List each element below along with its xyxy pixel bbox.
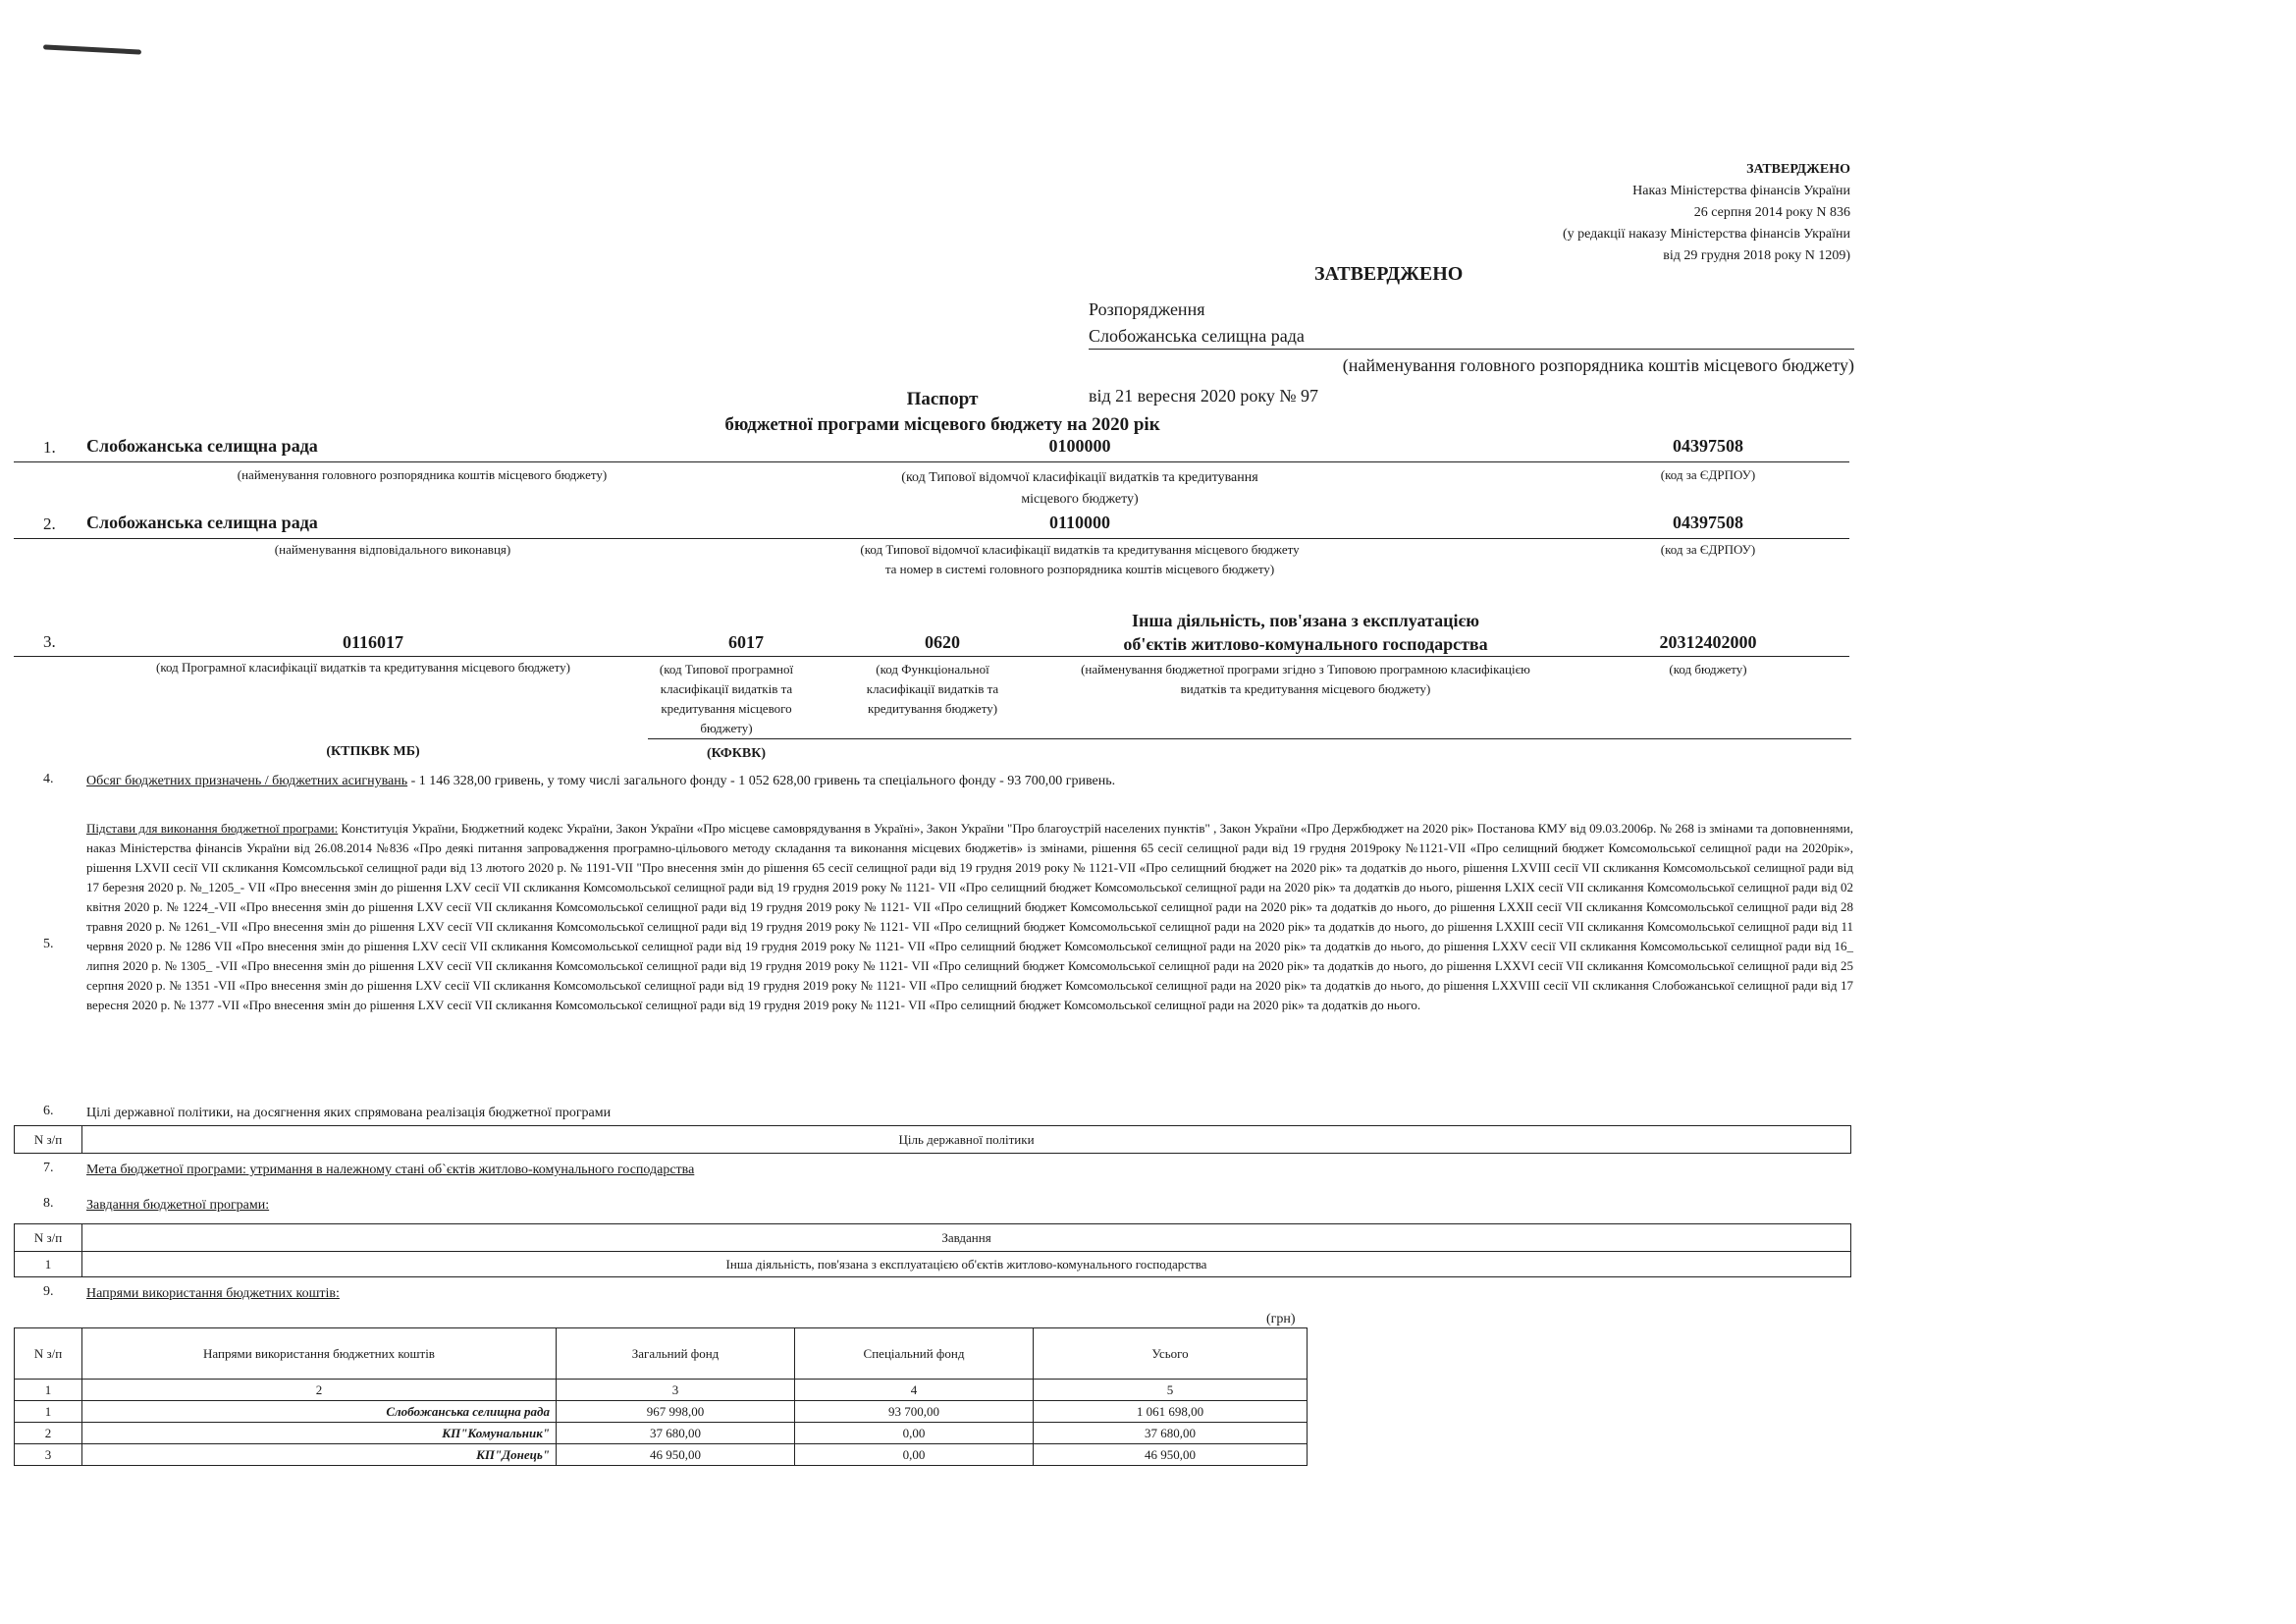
row4-number: 4. — [43, 772, 54, 786]
approval-order-date: від 21 вересня 2020 року № 97 — [1089, 386, 1319, 406]
approval-order-doc-type: Розпорядження — [1089, 299, 1205, 319]
row3-right-underline — [850, 738, 1851, 739]
approval-order — [1089, 263, 1854, 406]
row1-name-caption: (найменування головного розпорядника коштів місцевого бюджету) — [237, 467, 608, 482]
spending-row-num: 3 — [15, 1444, 82, 1466]
approval-order-org: Слобожанська селищна рада — [1089, 326, 1854, 350]
row8-number: 8. — [43, 1196, 54, 1211]
approval-top-line1: Наказ Міністерства фінансів України — [1632, 184, 1850, 198]
approval-order-org-caption: (найменування головного розпорядника коштів місцевого бюджету) — [1342, 355, 1854, 375]
row5-text — [86, 819, 1853, 1015]
goals-col-goal: Ціль державної політики — [82, 1126, 1851, 1154]
spending-row-general: 46 950,00 — [557, 1444, 795, 1466]
tasks-col-num: N з/п — [15, 1224, 82, 1252]
row3-ktpkvk-abbr: (КТПКВК МБ) — [326, 744, 420, 759]
spending-table — [14, 1327, 1308, 1466]
row3-tpkvk-abbr: (КФКВК) — [706, 746, 767, 761]
approval-order-title: ЗАТВЕРДЖЕНО — [1314, 263, 1464, 285]
row1-edrpou-caption: (код за ЄДРПОУ) — [1660, 467, 1756, 482]
row4-text — [86, 772, 1853, 791]
row3-tpkvk-caption: (код Типової програмної класифікації видатків та кредитування місцевого бюджету) — [659, 662, 794, 735]
approval-top-line3: (у редакції наказу Міністерства фінансів України — [1562, 227, 1850, 242]
row5-label: Підстави для виконання бюджетної програми: — [86, 821, 339, 836]
tasks-col-task: Завдання — [82, 1224, 1851, 1252]
spending-h-num: N з/п — [15, 1328, 82, 1380]
spending-cn-3: 3 — [557, 1380, 795, 1401]
spending-row-name: Слобожанська селищна рада — [82, 1401, 557, 1423]
row3-budget-caption: (код бюджету) — [1669, 662, 1747, 677]
spending-row-total: 37 680,00 — [1034, 1423, 1308, 1444]
table-row — [15, 1444, 1308, 1466]
row1-code-caption: (код Типової відомчої класифікації видатків та кредитування місцевого бюджету) — [901, 470, 1258, 507]
row2-name: Слобожанська селищна рада — [86, 513, 318, 532]
row6-text: Цілі державної політики, на досягнення яких спрямована реалізація бюджетної програми — [86, 1106, 612, 1120]
spending-colnum-row — [15, 1380, 1308, 1401]
row3-program-caption: (найменування бюджетної програми згідно з Типовою програмною класифікацією видатків та кредитування місцевого бюджету) — [1081, 662, 1530, 696]
row8-label: Завдання бюджетної програми: — [86, 1198, 270, 1213]
spending-row-special: 0,00 — [795, 1444, 1034, 1466]
row2-number: 2. — [43, 514, 56, 533]
spending-row-total: 1 061 698,00 — [1034, 1401, 1308, 1423]
row3-tpkvk-underline — [648, 738, 874, 739]
row7-label: Мета бюджетної програми: — [86, 1163, 246, 1177]
row1-underline — [14, 461, 1849, 462]
spending-row-general: 967 998,00 — [557, 1401, 795, 1423]
row1-name: Слобожанська селищна рада — [86, 436, 318, 456]
approval-top-line2: 26 серпня 2014 року N 836 — [1693, 205, 1850, 220]
spending-row-special: 0,00 — [795, 1423, 1034, 1444]
spending-row-total: 46 950,00 — [1034, 1444, 1308, 1466]
spending-cn-5: 5 — [1034, 1380, 1308, 1401]
goals-col-num: N з/п — [15, 1126, 82, 1154]
tasks-row-task: Інша діяльність, пов'язана з експлуатацією об'єктів житлово-комунального господарства — [82, 1252, 1851, 1277]
spending-row-num: 1 — [15, 1401, 82, 1423]
approval-top-title: ЗАТВЕРДЖЕНО — [1746, 162, 1850, 177]
row1-code: 0100000 — [1048, 436, 1111, 456]
row2-name-caption: (найменування відповідального виконавця) — [274, 542, 511, 557]
tasks-row-num: 1 — [15, 1252, 82, 1277]
spending-h-special: Спеціальний фонд — [795, 1328, 1034, 1380]
spending-row-num: 2 — [15, 1423, 82, 1444]
row2-underline — [14, 538, 1849, 539]
spending-header-row — [15, 1328, 1308, 1380]
row2-edrpou: 04397508 — [1673, 513, 1743, 532]
row4-value: - 1 146 328,00 гривень, у тому числі загального фонду - 1 052 628,00 гривень та спеціального фонду - 93 700,00 гривень. — [407, 774, 1116, 788]
table-row — [15, 1423, 1308, 1444]
approval-top-line4: від 29 грудня 2018 року N 1209) — [1663, 248, 1850, 263]
row1-edrpou: 04397508 — [1673, 436, 1743, 456]
spending-cn-1: 1 — [15, 1380, 82, 1401]
spending-h-name: Напрями використання бюджетних коштів — [82, 1328, 557, 1380]
title-line1: Паспорт — [906, 389, 979, 409]
spending-cn-4: 4 — [795, 1380, 1034, 1401]
page-title — [707, 387, 1178, 438]
row7-number: 7. — [43, 1161, 54, 1175]
row2-code: 0110000 — [1048, 513, 1110, 532]
spending-row-name: КП"Донець" — [82, 1444, 557, 1466]
row5-value: Конституція України, Бюджетний кодекс України, Закон України «Про місцеве самоврядування в Україні», Закон України "Про благоустрій населених пунктів" , Закон України «Про Держбюджет на 2020 рік» Постанова КМУ від 09.03.2006р. № 268 із змінами та доповненнями, наказ Міністерства фінансів України від 26.08.2014 №836 «Про деякі питання запровадження програмно-цільового методу складання та виконання місцевих бюджетів» із змінами, рішення 65 сесії селищної ради від 19 грудня 2019року №1121-VII «Про селищний бюджет Комсомольської селищної ради на 2020рік», рішення LXVII сесії VII скликання Комсомльської селищної ради від 13 лютого 2020 р. № 1191-VII "Про внесення змін до рішення 65 сесії селищної ради від 19 грудня 2019 року № 1121-VII «Про селищний бюджет на 2020 рік» та додатків до нього, рішення LXVIII сесії VII скликання Комсомольської селищної ради від 17 березня 2020 р. №_1205_- VII «Про внесення змін до рішення LXV сесії VII скликання Комсомольської селищної ради від 19 грудня 2019 року № 1121- VII «Про селищний бюджет Комсомольської селищної ради на 2020 рік» та додатків до нього, рішення LXIX сесії VII скликання Комсомольської селищної ради від 02 квітня 2020 р. № 1224_-VII «Про внесення змін до рішення LXV сесії VII скликання Комсомольської селищної ради від 19 грудня 2019 року № 1121- VII «Про селищний бюджет Комсомольської селищної ради на 2020 рік» та додатків до нього, до рішення LXXII сесії VII скликання Комсомольської селищної ради від 28 травня 2020 р. № 1261_-VII «Про внесення змін до рішення LXV сесії VII скликання Комсомольської селищної ради від 19 грудня 2019 року № 1121- VII «Про селищний бюджет Комсомольської селищної ради на 2020 рік» та додатків до нього, до рішення LXXIII сесії VII скликання Комсомольської селищної ради від 11 червня 2020 р. № 1286 VII «Про внесення змін до рішення LXV сесії VII скликання Комсомольської селищної ради від 19 грудня 2019 року № 1121- VII «Про селищний бюджет Комсомольської селищної ради на 2020 рік» та додатків до нього, до рішення LXXV сесії VII скликання Комсомольської селищної ради від 16_ липня 2020 р. № 1305_ -VII «Про внесення змін до рішення LXV сесії VII скликання Комсомольської селищної ради від 19 грудня 2019 року № 1121- VII «Про селищний бюджет Комсомольської селищної ради на 2020 рік» та додатків до нього, до рішення LXXVI сесії VII скликання Комсомольської селищної ради від 25 серпня 2020 р. № 1351 -VII «Про внесення змін до рішення LXV сесії VII скликання Комсомольської селищної ради від 19 грудня 2019 року № 1121- VII «Про селищний бюджет Комсомольської селищної ради на 2020 рік» та додатків до нього, до рішення LXXVIII сесії VII скликання Слобожанської селищної ради від 17 вересня 2020 р. № 1377 -VII «Про внесення змін до рішення LXV сесії VII скликання Комсомольської селищної ради від 19 грудня 2019 року № 1121- VII «Про селищний бюджет Комсомольської селищної ради на 2020 рік» та додатків до нього. — [86, 821, 1853, 1012]
pen-mark — [43, 44, 141, 54]
row2-code-caption: (код Типової відомчої класифікації видатків та кредитування місцевого бюджету та номер в системі головного розпорядника коштів місцевого бюджету) — [860, 542, 1300, 576]
row3-budget-code: 20312402000 — [1659, 632, 1757, 652]
spending-h-general: Загальний фонд — [557, 1328, 795, 1380]
row3-tpkvk: 6017 — [728, 632, 764, 652]
row7-text — [86, 1161, 694, 1180]
spending-h-total: Усього — [1034, 1328, 1308, 1380]
row5-number: 5. — [43, 937, 54, 951]
row9-number: 9. — [43, 1284, 54, 1299]
approval-top — [1563, 159, 1850, 267]
row3-fkvk-caption: (код Функціональної класифікації видатків та кредитування бюджету) — [866, 662, 999, 716]
row2-edrpou-caption: (код за ЄДРПОУ) — [1660, 542, 1756, 557]
row3-ktpkvk-caption: (код Програмної класифікації видатків та кредитування місцевого бюджету) — [156, 660, 570, 675]
goals-table — [14, 1125, 1851, 1154]
row4-label: Обсяг бюджетних призначень / бюджетних асигнувань — [86, 774, 408, 788]
tasks-table — [14, 1223, 1851, 1277]
row3-fkvk: 0620 — [925, 632, 960, 652]
table-row — [15, 1401, 1308, 1423]
row3-ktpkvk: 0116017 — [342, 632, 403, 652]
row3-underline — [14, 656, 1849, 657]
spending-row-general: 37 680,00 — [557, 1423, 795, 1444]
row9-unit: (грн) — [1266, 1312, 1296, 1326]
row9-label: Напрями використання бюджетних коштів: — [86, 1286, 340, 1301]
row1-number: 1. — [43, 438, 56, 457]
row3-program-name: Інша діяльність, пов'язана з експлуатацією об'єктів житлово-комунального господарства — [1123, 611, 1488, 654]
row3-number: 3. — [43, 632, 56, 651]
row7-value: утримання в належному стані об`єктів житлово-комунального господарства — [245, 1163, 695, 1177]
spending-row-name: КП"Комунальник" — [82, 1423, 557, 1444]
title-line2: бюджетної програми місцевого бюджету на 2020 рік — [724, 414, 1160, 435]
spending-row-special: 93 700,00 — [795, 1401, 1034, 1423]
tasks-row — [15, 1252, 1851, 1277]
row6-number: 6. — [43, 1104, 54, 1118]
spending-cn-2: 2 — [82, 1380, 557, 1401]
